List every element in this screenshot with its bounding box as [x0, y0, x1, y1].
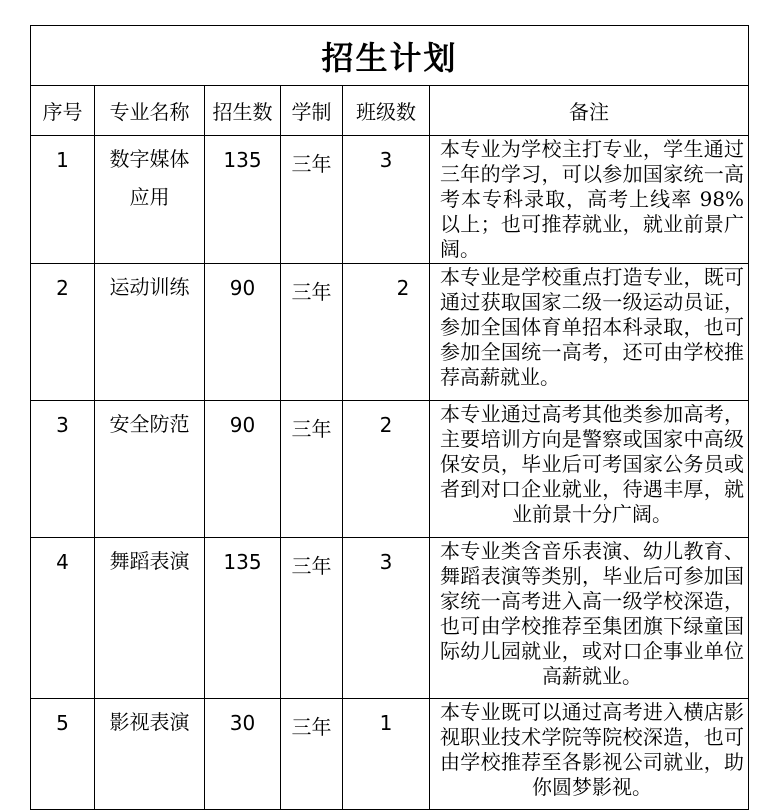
row-major-line1: 数字媒体 — [109, 147, 190, 171]
row-major — [95, 401, 205, 538]
row-major-line1: 舞蹈表演 — [109, 549, 190, 573]
table-row — [31, 401, 749, 538]
row-major — [95, 699, 205, 810]
row-duration: 三年 — [281, 264, 343, 401]
row-notes: 本专业是学校重点打造专业，既可通过获取国家二级一级运动员证，参加全国体育单招本科录取，也可参加全国统一高考，还可由学校推荐高薪就业。 — [430, 264, 749, 401]
row-classes: 3 — [343, 136, 430, 264]
row-duration: 三年 — [281, 401, 343, 538]
row-notes: 本专业为学校主打专业，学生通过三年的学习，可以参加国家统一高考本专科录取，高考上线率 98%以上；也可推荐就业，就业前景广阔。 — [430, 136, 749, 264]
row-major — [95, 264, 205, 401]
table-row — [31, 136, 749, 264]
row-notes: 本专业类含音乐表演、幼儿教育、舞蹈表演等类别，毕业后可参加国家统一高考进入高一级学校深造，也可由学校推荐至集团旗下绿童国际幼儿园就业，或对口企事业单位高薪就业。 — [430, 538, 749, 699]
header-enrollment: 招生数 — [205, 86, 281, 136]
enrollment-plan-document — [30, 25, 748, 810]
row-seq: 4 — [31, 538, 95, 699]
row-duration: 三年 — [281, 136, 343, 264]
enrollment-plan-table — [30, 25, 749, 810]
row-enrollment: 135 — [205, 538, 281, 699]
row-classes-value: 2 — [396, 276, 410, 300]
header-classes: 班级数 — [343, 86, 430, 136]
header-major: 专业名称 — [95, 86, 205, 136]
table-title: 招生计划 — [31, 26, 749, 86]
row-duration: 三年 — [281, 699, 343, 810]
header-seq: 序号 — [31, 86, 95, 136]
header-notes: 备注 — [430, 86, 749, 136]
table-row — [31, 264, 749, 401]
row-classes: 1 — [343, 699, 430, 810]
row-major — [95, 538, 205, 699]
row-major-line1: 安全防范 — [109, 412, 190, 436]
row-seq: 5 — [31, 699, 95, 810]
row-major-line2: 应用 — [129, 185, 170, 209]
row-major-line1: 运动训练 — [109, 275, 190, 299]
table-row — [31, 699, 749, 810]
row-notes: 本专业通过高考其他类参加高考，主要培训方向是警察或国家中高级保安员，毕业后可考国家公务员或者到对口企业就业，待遇丰厚，就业前景十分广阔。 — [430, 401, 749, 538]
row-enrollment: 30 — [205, 699, 281, 810]
row-seq: 2 — [31, 264, 95, 401]
row-seq: 3 — [31, 401, 95, 538]
row-notes: 本专业既可以通过高考进入横店影视职业技术学院等院校深造，也可由学校推荐至各影视公司就业，助你圆梦影视。 — [430, 699, 749, 810]
row-enrollment: 90 — [205, 401, 281, 538]
row-classes — [343, 264, 430, 401]
row-seq: 1 — [31, 136, 95, 264]
row-major-line1: 影视表演 — [109, 710, 190, 734]
table-row — [31, 538, 749, 699]
row-classes: 2 — [343, 401, 430, 538]
row-enrollment: 90 — [205, 264, 281, 401]
row-duration: 三年 — [281, 538, 343, 699]
row-major — [95, 136, 205, 264]
header-row — [31, 86, 749, 136]
header-duration: 学制 — [281, 86, 343, 136]
row-classes: 3 — [343, 538, 430, 699]
row-enrollment: 135 — [205, 136, 281, 264]
